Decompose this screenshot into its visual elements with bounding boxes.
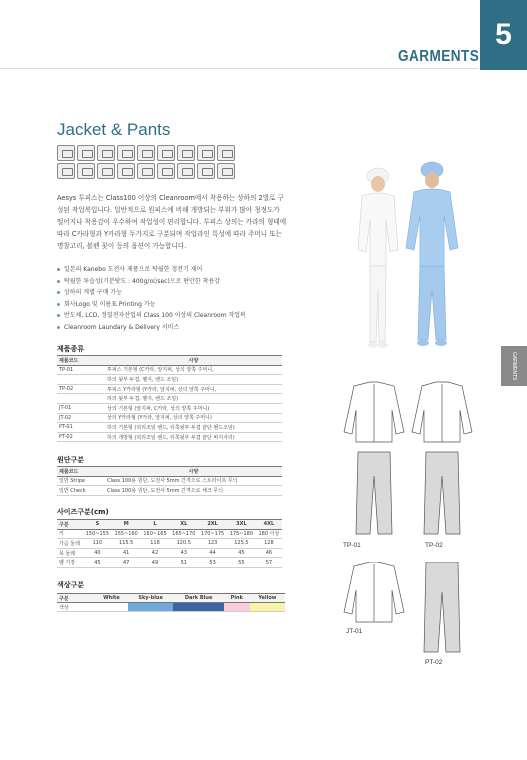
table-row (57, 558, 282, 568)
color-header-cell: 구분 (57, 594, 95, 603)
table-row (57, 365, 282, 375)
table-cell: 55 (227, 558, 256, 568)
label-tp01: TP-01 (343, 542, 361, 549)
tyt-icon (117, 145, 135, 161)
fabric-table-title: 원단구분 (57, 456, 85, 464)
table-cell: 120.5 (169, 539, 198, 549)
product-table (57, 355, 282, 442)
table-cell: 44 (198, 548, 227, 558)
size-header-cell: 4XL (256, 520, 282, 530)
table-cell: TP-02 (57, 384, 105, 394)
jt01-pt02-drawings (338, 562, 476, 658)
garment-icon (57, 163, 75, 179)
size-table-title: 사이즈구분(cm) (57, 508, 109, 516)
cleanroom-icon (177, 145, 195, 161)
side-tab: GARMENTS (501, 346, 527, 386)
table-cell: 150~155 (83, 529, 112, 539)
section-title: GARMENTS (398, 48, 480, 65)
table-cell: 일반 Stripe (57, 476, 105, 486)
feature-item: 반도체, LCD, 정밀전자산업의 Class 100 이상의 Cleanroom 작업복 (57, 310, 297, 322)
table-cell: 49 (141, 558, 170, 568)
table-row (57, 384, 282, 394)
color-header-cell: White (95, 594, 128, 603)
table-cell: 하의 뒷부 두겹, 벨지, 밴드 조임) (105, 394, 282, 404)
table-cell: Class 100용 원단, 도전사 5mm 간격으로 체크 무늬 (105, 486, 282, 496)
table-row (57, 539, 282, 549)
product-code-header: 제품코드 (57, 356, 105, 366)
color-header-cell: Sky-blue (128, 594, 174, 603)
page-title: Jacket & Pants (57, 120, 171, 139)
hood-icon (77, 163, 95, 179)
table-cell: Class 100용 원단, 도전사 5mm 간격으로 스트라이프 무늬 (105, 476, 282, 486)
table-row (57, 403, 282, 413)
table-cell: 43 (169, 548, 198, 558)
table-cell: 160~165 (141, 529, 170, 539)
table-cell: 40 (83, 548, 112, 558)
table-row (57, 432, 282, 442)
table-cell: 상의 기본형 (앞지퍼, C카라, 상의 양쪽 주머니) (105, 403, 282, 413)
feature-item: 상하의 개별 구매 가능 (57, 287, 297, 299)
wash-icon (197, 145, 215, 161)
table-cell: 46 (256, 548, 282, 558)
table-row (57, 375, 282, 385)
color-header-cell: Pink (224, 594, 250, 603)
table-cell: 목 둘레 (57, 548, 83, 558)
hlr-icon (157, 145, 175, 161)
grid-icon (217, 163, 235, 179)
color-swatch (250, 603, 285, 612)
table-cell: 53 (198, 558, 227, 568)
table-row (57, 413, 282, 423)
stack-icon (157, 163, 175, 179)
feature-icon-grid (57, 145, 237, 179)
table-cell: 125.5 (227, 539, 256, 549)
dryer-icon (217, 145, 235, 161)
table-cell: 41 (112, 548, 141, 558)
cross-icon (177, 163, 195, 179)
table-cell: JT-02 (57, 413, 105, 423)
table-cell (57, 394, 105, 404)
header-divider (0, 68, 478, 69)
table-cell: 42 (141, 548, 170, 558)
table-cell: 투피스 기본형 (C카라, 앞지퍼, 상의 양쪽 주머니, (105, 365, 282, 375)
hanger-icon (117, 163, 135, 179)
anti-icon-2 (137, 145, 155, 161)
table-cell: 벨 기장 (57, 558, 83, 568)
table-cell: 하의 뒷부 두겹, 벨지, 밴드 조임) (105, 375, 282, 385)
pencil-icon (197, 163, 215, 179)
size-header-cell: 3XL (227, 520, 256, 530)
feature-list (57, 264, 297, 334)
fab-icon (77, 145, 95, 161)
intro-paragraph: Aesys 투피스는 Class100 이상의 Cleanroom에서 착용하는 상하의 2벌로 구성된 작업복입니다. 일반적으로 원피스에 비해 개방되는 부위가 많아 청정도가 떨어지나 착용감이 우수하여 작업성이 편리합니다. 투피스 상의는 카라의 형태에 따라 C카라형과 Y카라형 두가지로 구분되며 작업라인 특성에 따라 주머니 또는 명찰고리, 볼펜 꽂이 등의 옵션이 가능합니다. (57, 194, 287, 250)
size-header-cell: S (83, 520, 112, 530)
table-cell: 175~180 (227, 529, 256, 539)
table-cell: 165~170 (169, 529, 198, 539)
chapter-number: 5 (495, 18, 512, 51)
table-cell: TP-01 (57, 365, 105, 375)
size-table (57, 519, 282, 568)
size-header-cell: XL (169, 520, 198, 530)
table-row (57, 548, 282, 558)
table-row (57, 394, 282, 404)
anti-icon (97, 145, 115, 161)
color-table (57, 593, 285, 612)
anti-static-icon (57, 145, 75, 161)
shield-icon (97, 163, 115, 179)
size-header-cell: M (112, 520, 141, 530)
table-cell: 155~160 (112, 529, 141, 539)
feature-item: Cleanroom Laundary & Delivery 서비스 (57, 322, 297, 334)
table-cell: 하의 개방형 (허리조임 밴드, 뒤쪽뒷부 두겹 끝단 바지자리) (105, 432, 282, 442)
color-header-cell: Dark Blue (173, 594, 223, 603)
color-swatch (128, 603, 174, 612)
table-cell: 45 (83, 558, 112, 568)
table-cell: 상의 Y카라형 (Y카라, 앞지퍼, 상의 양쪽 주머니) (105, 413, 282, 423)
feature-item: 탁월한 투습성(기분탓도 : 400g/㎡/sec)으로 편안한 착용감 (57, 276, 297, 288)
table-cell: 키 (57, 529, 83, 539)
fabric-spec-header: 사양 (105, 467, 282, 477)
table-cell: 115.5 (112, 539, 141, 549)
color-header-cell: Yellow (250, 594, 285, 603)
table-cell: PT-02 (57, 432, 105, 442)
fabric-table (57, 466, 282, 496)
tp01-tp02-drawings (338, 380, 476, 540)
size-header-cell: 2XL (198, 520, 227, 530)
table-cell: JT-01 (57, 403, 105, 413)
table-cell: 45 (227, 548, 256, 558)
table-row (57, 423, 282, 433)
color-swatch (224, 603, 250, 612)
table-cell: 170~175 (198, 529, 227, 539)
table-cell: 180 이상 (256, 529, 282, 539)
label-tp02: TP-02 (425, 542, 443, 549)
table-cell: 투피스 Y카라형 (Y카라, 앞지퍼, 상의 양쪽 주머니, (105, 384, 282, 394)
size-header-cell: L (141, 520, 170, 530)
feature-item: 회사Logo 및 이름표 Printing 가능 (57, 299, 297, 311)
table-cell: 118 (141, 539, 170, 549)
table-cell: 110 (83, 539, 112, 549)
fold-icon (137, 163, 155, 179)
label-jt01: JT-01 (346, 628, 363, 635)
table-cell: 하의 기본형 (허리조임 밴드, 뒤쪽뒷부 두겹 끝단 밴드조임) (105, 423, 282, 433)
color-table-title: 색상구분 (57, 581, 85, 589)
size-header-cell: 구분 (57, 520, 83, 530)
table-cell: 51 (169, 558, 198, 568)
label-pt02: PT-02 (425, 659, 443, 666)
table-cell: PT-01 (57, 423, 105, 433)
table-cell: 57 (256, 558, 282, 568)
feature-item: 일본의 Kanebo 도전사 제품으로 탁월한 정전기 제어 (57, 264, 297, 276)
product-table-title: 제품종류 (57, 345, 85, 353)
table-row (57, 486, 282, 496)
table-cell: 128 (256, 539, 282, 549)
table-cell: 일반 Check (57, 486, 105, 496)
product-spec-header: 사양 (105, 356, 282, 366)
chapter-number-tab (480, 0, 527, 70)
table-cell: 47 (112, 558, 141, 568)
models-photo (340, 150, 470, 360)
color-swatch (173, 603, 223, 612)
table-cell: 가슴 둘레 (57, 539, 83, 549)
table-row (57, 476, 282, 486)
fabric-code-header: 제품코드 (57, 467, 105, 477)
color-swatch (95, 603, 128, 612)
table-row (57, 529, 282, 539)
model-blue-suit (406, 162, 458, 346)
table-cell (57, 375, 105, 385)
color-row-label: 색상 (57, 603, 95, 612)
table-cell: 123 (198, 539, 227, 549)
model-white-suit (358, 168, 398, 348)
